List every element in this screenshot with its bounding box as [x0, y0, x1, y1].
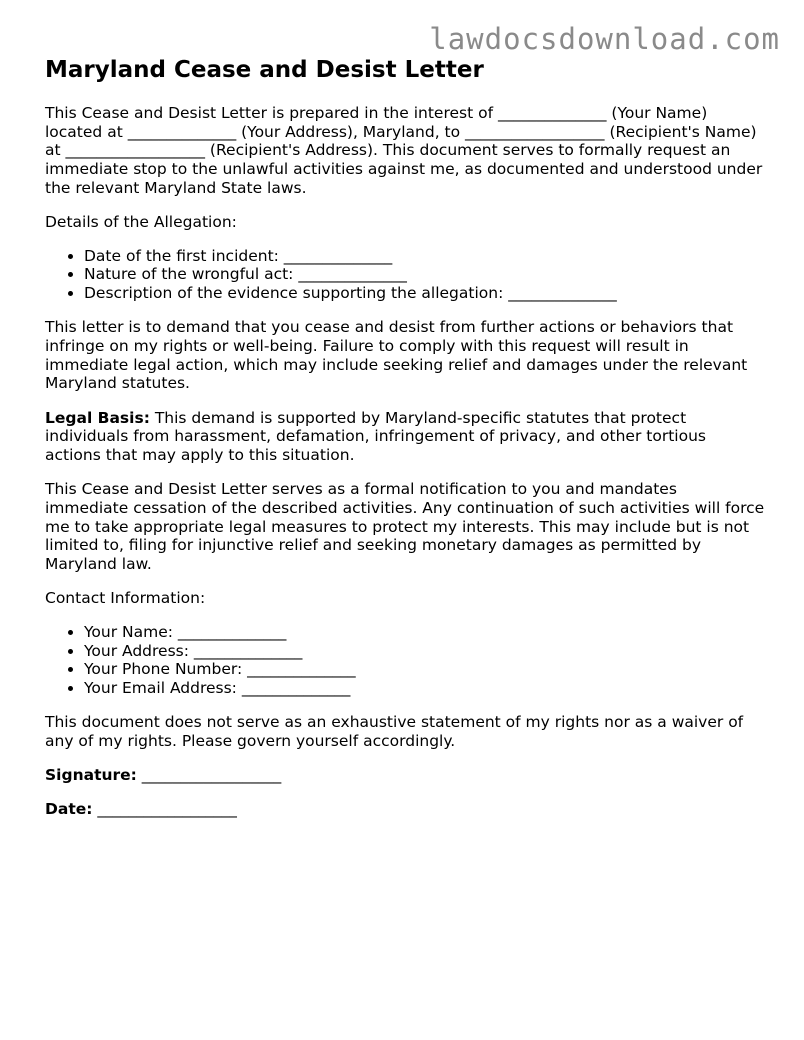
list-item: • Your Name: ______________: [84, 623, 765, 642]
watermark: lawdocsdownload.com: [429, 22, 780, 56]
intro-paragraph: This Cease and Desist Letter is prepared in the interest of ______________ (Your Name) located at ______________ (Your Address), Maryland, to __________________ (Recipient's Name) at __________________ (Recipient's Address). This document serves to formally request an immediate stop to the unlawful activities against me, as documented and understood under the relevant Maryland State laws.: [45, 104, 763, 197]
list-item: • Your Email Address: ______________: [84, 679, 765, 698]
document-body: [45, 55, 765, 819]
contact-list: [45, 623, 765, 698]
date-line: [45, 800, 765, 819]
demand-paragraph: This letter is to demand that you cease and desist from further actions or behaviors that infringe on my rights or well-being. Failure to comply with this request will result in immediate legal action, which may include seeking relief and damages under the relevant Maryland statutes.: [45, 318, 748, 393]
legal-basis-paragraph: [45, 409, 765, 465]
list-item: • Description of the evidence supporting the allegation: ______________: [84, 284, 765, 303]
list-item: • Your Phone Number: ______________: [84, 660, 765, 679]
page-title: Maryland Cease and Desist Letter: [45, 57, 484, 83]
allegation-list: [45, 247, 765, 303]
list-item: • Your Address: ______________: [84, 642, 765, 661]
allegation-heading: Details of the Allegation:: [45, 213, 237, 232]
closing-paragraph: This document does not serve as an exhaustive statement of my rights nor as a waiver of any of my rights. Please govern yourself accordingly.: [45, 713, 744, 750]
signature-label: Signature:: [45, 766, 137, 785]
legal-basis-label: Legal Basis:: [45, 408, 150, 427]
list-item: • Nature of the wrongful act: ______________: [84, 265, 765, 284]
date-blank: __________________: [92, 800, 237, 819]
contact-heading: Contact Information:: [45, 589, 206, 608]
signature-line: [45, 766, 765, 785]
date-label: Date:: [45, 800, 93, 819]
notification-paragraph: This Cease and Desist Letter serves as a formal notification to you and mandates immediate cessation of the described activities. Any continuation of such activities will force me to take appropriate legal measures to protect my interests. This may include but is not limited to, filing for injunctive relief and seeking monetary damages as permitted by Maryland law.: [45, 480, 765, 574]
legal-basis-text: This demand is supported by Maryland-specific statutes that protect individuals from harassment, defamation, infringement of privacy, and other tortious actions that may apply to this situation.: [45, 408, 706, 465]
signature-blank: __________________: [136, 766, 282, 785]
list-item: • Date of the first incident: ______________: [84, 247, 765, 266]
